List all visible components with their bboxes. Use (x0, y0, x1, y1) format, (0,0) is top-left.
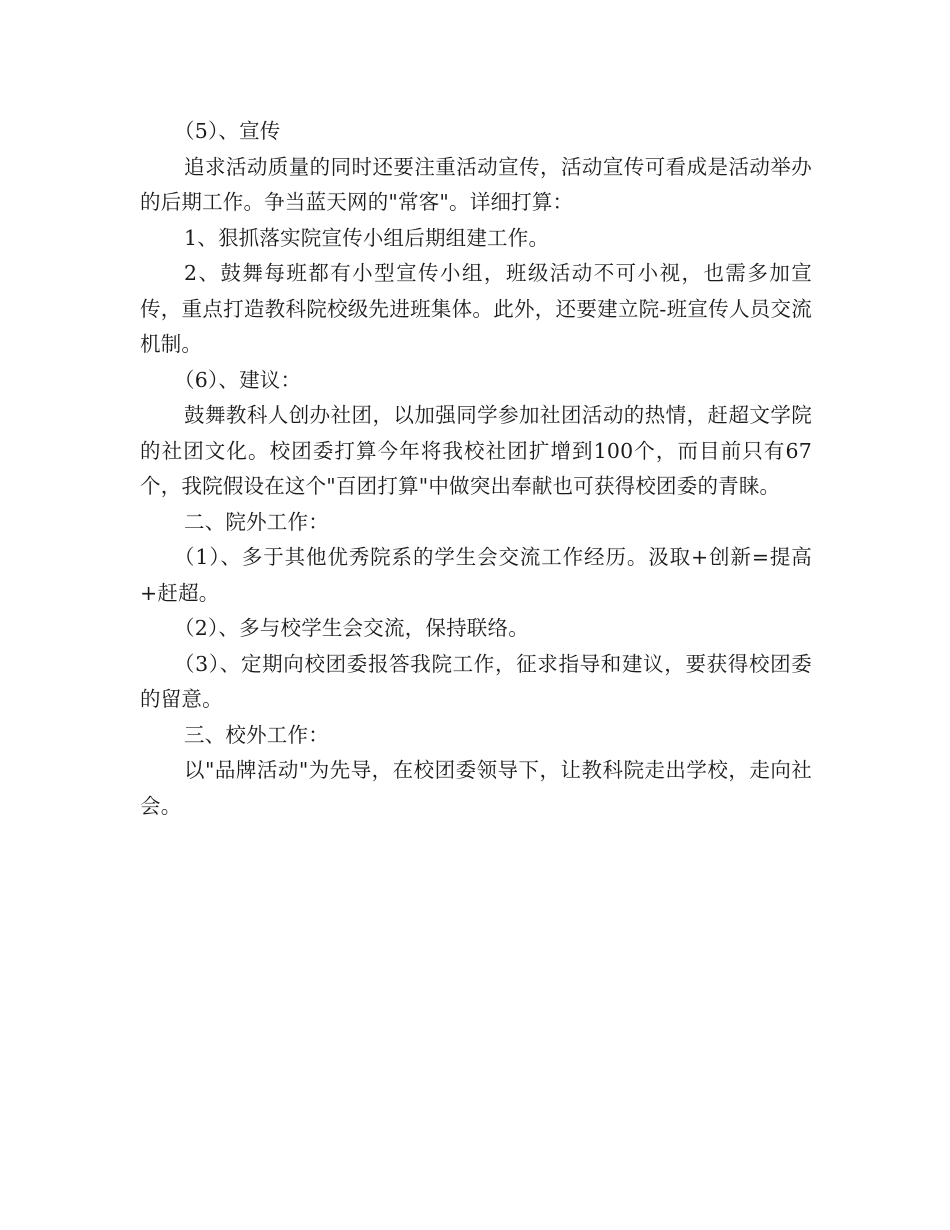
list-item-2: 2、鼓舞每班都有小型宣传小组，班级活动不可小视，也需多加宣传，重点打造教科院校级先进班集体。此外，还要建立院-班宣传人员交流机制。 (140, 261, 812, 356)
paragraph-publicity-intro: 追求活动质量的同时还要注重活动宣传，活动宣传可看成是活动举办的后期工作。争当蓝天网的"常客"。详细打算： (140, 154, 812, 214)
external-item-3: （3）、定期向校团委报答我院工作，征求指导和建议，要获得校团委的留意。 (140, 651, 812, 711)
section-heading-off-campus-work: 三、校外工作： (184, 722, 329, 747)
section-heading-suggestions: （6）、建议： (174, 367, 302, 392)
document-page (140, 114, 812, 824)
external-item-2: （2）、多与校学生会交流，保持联络。 (174, 616, 529, 640)
section-heading-publicity: （5）、宣传 (174, 119, 281, 143)
section-heading-external-work: 二、院外工作： (184, 509, 329, 534)
paragraph-suggestions: 鼓舞教科人创办社团，以加强同学参加社团活动的热情，赶超文学院的社团文化。校团委打算今年将我校社团扩增到100个，而目前只有67个，我院假设在这个"百团打算"中做突出奉献也可获得校团委的青睐。 (140, 403, 812, 498)
external-item-1: （1）、多于其他优秀院系的学生会交流工作经历。汲取+创新=提高+赶超。 (140, 545, 812, 605)
list-item-1: 1、狠抓落实院宣传小组后期组建工作。 (184, 225, 550, 250)
paragraph-off-campus: 以"品牌活动"为先导，在校团委领导下，让教科院走出学校，走向社会。 (140, 758, 812, 818)
